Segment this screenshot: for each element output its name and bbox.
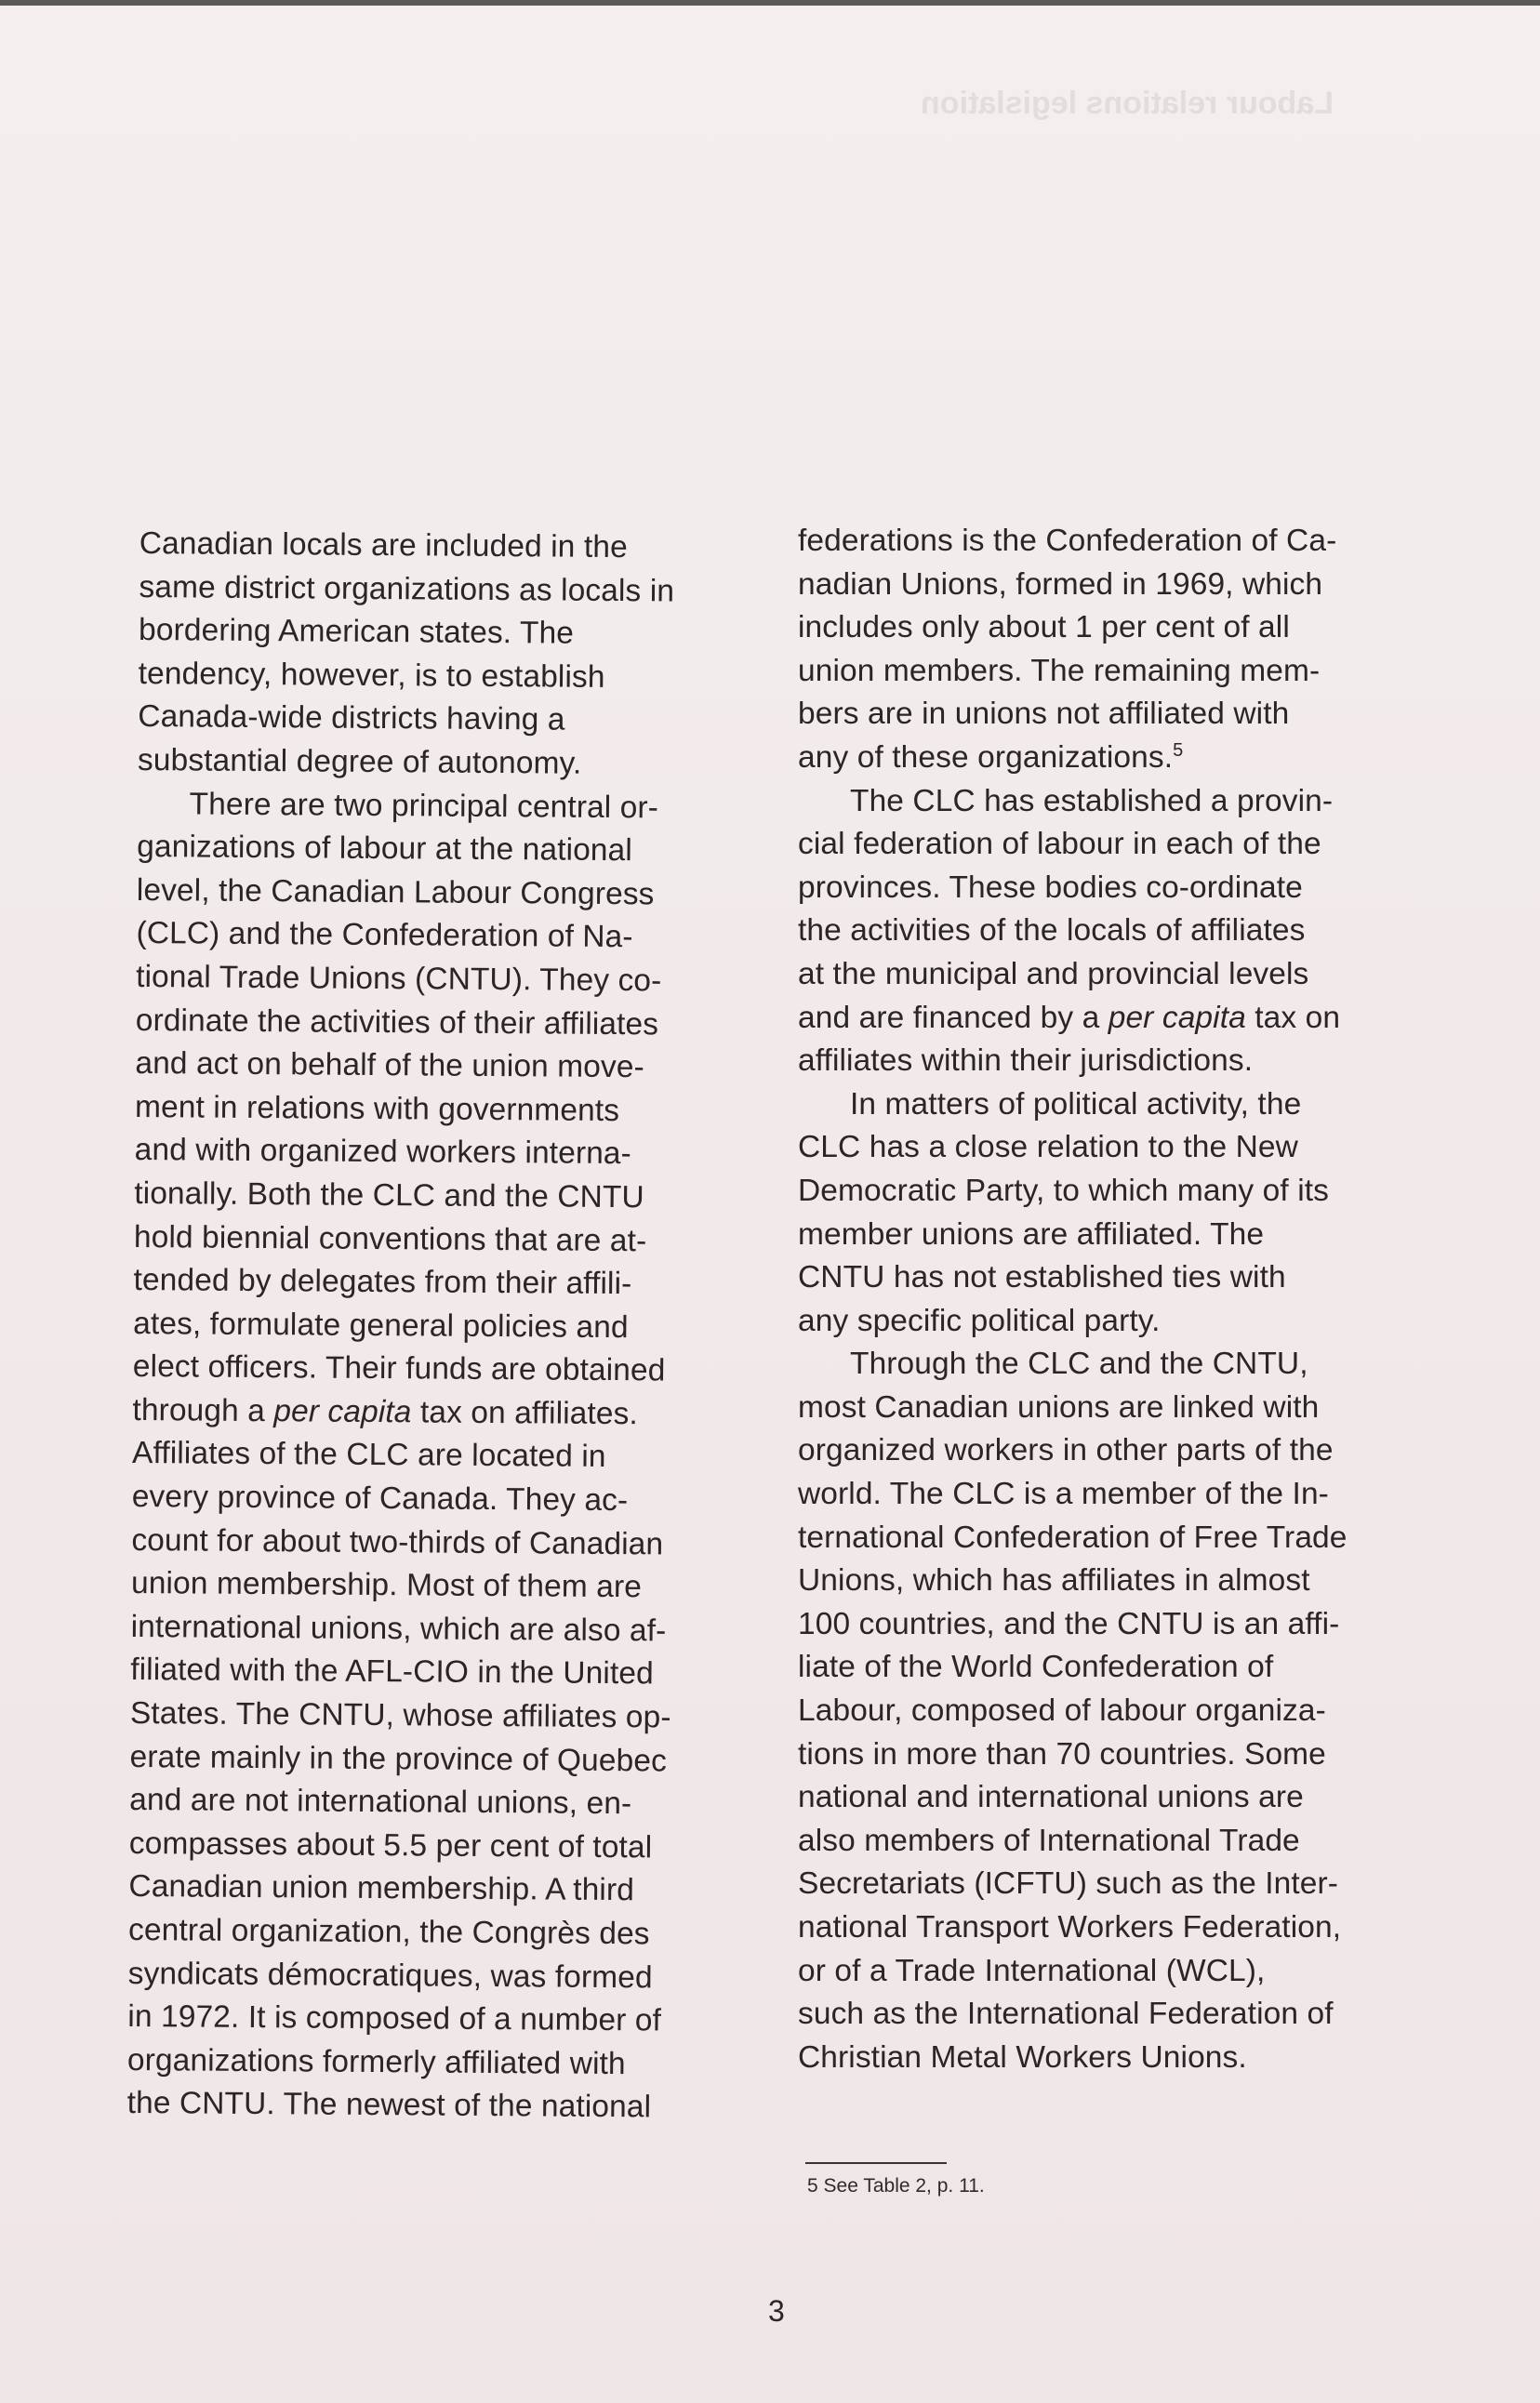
text-line: the activities of the locals of affiliates [798, 913, 1306, 949]
text-line: filiated with the AFL-CIO in the United [130, 1653, 654, 1692]
text-line: central organization, the Congrès des [127, 1912, 650, 1952]
footnote: 5 See Table 2, p. 11. [807, 2175, 985, 2197]
text-line: any specific political party. [798, 1303, 1161, 1338]
text-line: most Canadian unions are linked with [798, 1389, 1320, 1425]
text-line: Through the CLC and the CNTU, [850, 1347, 1308, 1382]
text-line: compasses about 5.5 per cent of total [128, 1825, 653, 1865]
text-line: bers are in unions not affiliated with [798, 697, 1290, 732]
text-line: also members of International Trade [798, 1823, 1300, 1858]
text-line: tions in more than 70 countries. Some [798, 1736, 1326, 1772]
text-line: world. The CLC is a member of the In- [798, 1477, 1329, 1512]
text-line: tended by delegates from their affili- [133, 1263, 632, 1302]
text-line: elect officers. Their funds are obtained [132, 1349, 666, 1388]
text-line: count for about two-thirds of Canadian [131, 1522, 664, 1562]
text-line: erate mainly in the province of Quebec [129, 1739, 668, 1779]
italic-term: per capita [273, 1394, 412, 1430]
text-line: liate of the World Confederation of [798, 1650, 1274, 1685]
text-line: ternational Confederation of Free Trade [798, 1520, 1348, 1555]
text-line: union members. The remaining mem- [798, 653, 1321, 688]
text-line: any of these organizations.$^5$ [798, 739, 1184, 775]
text-line: in 1972. It is composed of a number of [127, 1999, 662, 2038]
text-line: such as the International Federation of [798, 1997, 1334, 2032]
text-line: organized workers in other parts of the [798, 1433, 1334, 1468]
text-line: Secretariats (ICFTU) such as the Inter- [798, 1866, 1339, 1902]
text-line: ordinate the activities of their affiliates [135, 1002, 659, 1042]
text-line: nadian Unions, formed in 1969, which [798, 566, 1323, 602]
text-line: States. The CNTU, whose affiliates op- [129, 1695, 671, 1735]
text-line: tendency, however, is to establish [138, 656, 605, 695]
text-line: tional Trade Unions (CNTU). They co- [136, 959, 662, 999]
text-line: provinces. These bodies co-ordinate [798, 870, 1303, 905]
text-line: bordering American states. The [138, 613, 575, 651]
text-line: same district organizations as locals in [139, 569, 675, 609]
text-line: CNTU has not established ties with [798, 1260, 1286, 1295]
text-line: member unions are affiliated. The [798, 1216, 1265, 1252]
text-line: tionally. Both the CLC and the CNTU [134, 1175, 644, 1215]
right-column [798, 520, 1430, 2079]
text-line-with-italic: through a per capita tax on affiliates. [132, 1392, 639, 1432]
text-line: 100 countries, and the CNTU is an affi- [798, 1606, 1340, 1641]
left-paragraph-2 [126, 783, 769, 2131]
text-line: CLC has a close relation to the New [798, 1130, 1298, 1165]
text-line: organizations formerly affiliated with [126, 2042, 626, 2081]
text-line: union membership. Most of them are [130, 1566, 643, 1605]
text-line: Labour, composed of labour organiza- [798, 1693, 1326, 1729]
text-line: Canada-wide districts having a [138, 699, 565, 737]
text-line: federations is the Confederation of Ca- [798, 524, 1337, 558]
text-line: and act on behalf of the union move- [135, 1046, 644, 1085]
text-line: includes only about 1 per cent of all [798, 610, 1290, 645]
right-paragraph-2 [798, 780, 1430, 1083]
text-line: international unions, which are also af- [130, 1609, 667, 1649]
footnote-divider [805, 2162, 947, 2164]
right-paragraph-1 [798, 520, 1430, 780]
text-line: affiliates within their jurisdictions. [798, 1043, 1254, 1079]
right-paragraph-3 [798, 1083, 1430, 1344]
text-line: The CLC has established a provin- [850, 783, 1334, 818]
text-line: Canadian union membership. A third [128, 1869, 635, 1908]
text-line: every province of Canada. They ac- [131, 1480, 629, 1519]
footnote-reference: 5 [1173, 739, 1184, 761]
left-paragraph-1 [138, 523, 772, 788]
text-line: and are not international unions, en- [129, 1783, 632, 1822]
text-line: national Transport Workers Federation, [798, 1910, 1342, 1945]
text-line: There are two principal central or- [189, 786, 659, 825]
text-line: or of a Trade International (WCL), [798, 1953, 1266, 1988]
text-line: hold biennial conventions that are at- [133, 1219, 647, 1258]
text-line: ates, formulate general policies and [133, 1306, 629, 1345]
left-column [126, 523, 772, 2131]
italic-term: per capita [1108, 1000, 1246, 1035]
right-paragraph-4 [798, 1343, 1430, 2079]
bleed-through-running-head: Labour relations legislation [921, 86, 1334, 121]
text-line: Affiliates of the CLC are located in [131, 1436, 606, 1475]
text-line: In matters of political activity, the [850, 1086, 1302, 1122]
text-line: Canadian locals are included in the [139, 525, 628, 565]
text-line: the CNTU. The newest of the national [126, 2086, 652, 2125]
text-line: ganizations of labour at the national [137, 830, 633, 869]
text-line: Unions, which has affiliates in almost [798, 1563, 1310, 1599]
text-line-with-italic: and are financed by a per capita tax on [798, 1000, 1341, 1035]
text-line: at the municipal and provincial levels [798, 956, 1309, 991]
text-line: cial federation of labour in each of the [798, 827, 1321, 862]
text-line: (CLC) and the Confederation of Na- [136, 916, 633, 955]
text-line: Christian Metal Workers Unions. [798, 2039, 1247, 2075]
page-top-edge [0, 0, 1540, 6]
page-number: 3 [768, 2294, 785, 2328]
text-line: ment in relations with governments [134, 1089, 620, 1128]
text-line: national and international unions are [798, 1780, 1304, 1815]
text-line: Democratic Party, to which many of its [798, 1173, 1329, 1208]
text-line: level, the Canadian Labour Congress [136, 872, 655, 912]
text-line: syndicats démocratiques, was formed [127, 1956, 653, 1995]
text-line: and with organized workers interna- [134, 1133, 632, 1172]
text-line: substantial degree of autonomy. [137, 742, 582, 781]
